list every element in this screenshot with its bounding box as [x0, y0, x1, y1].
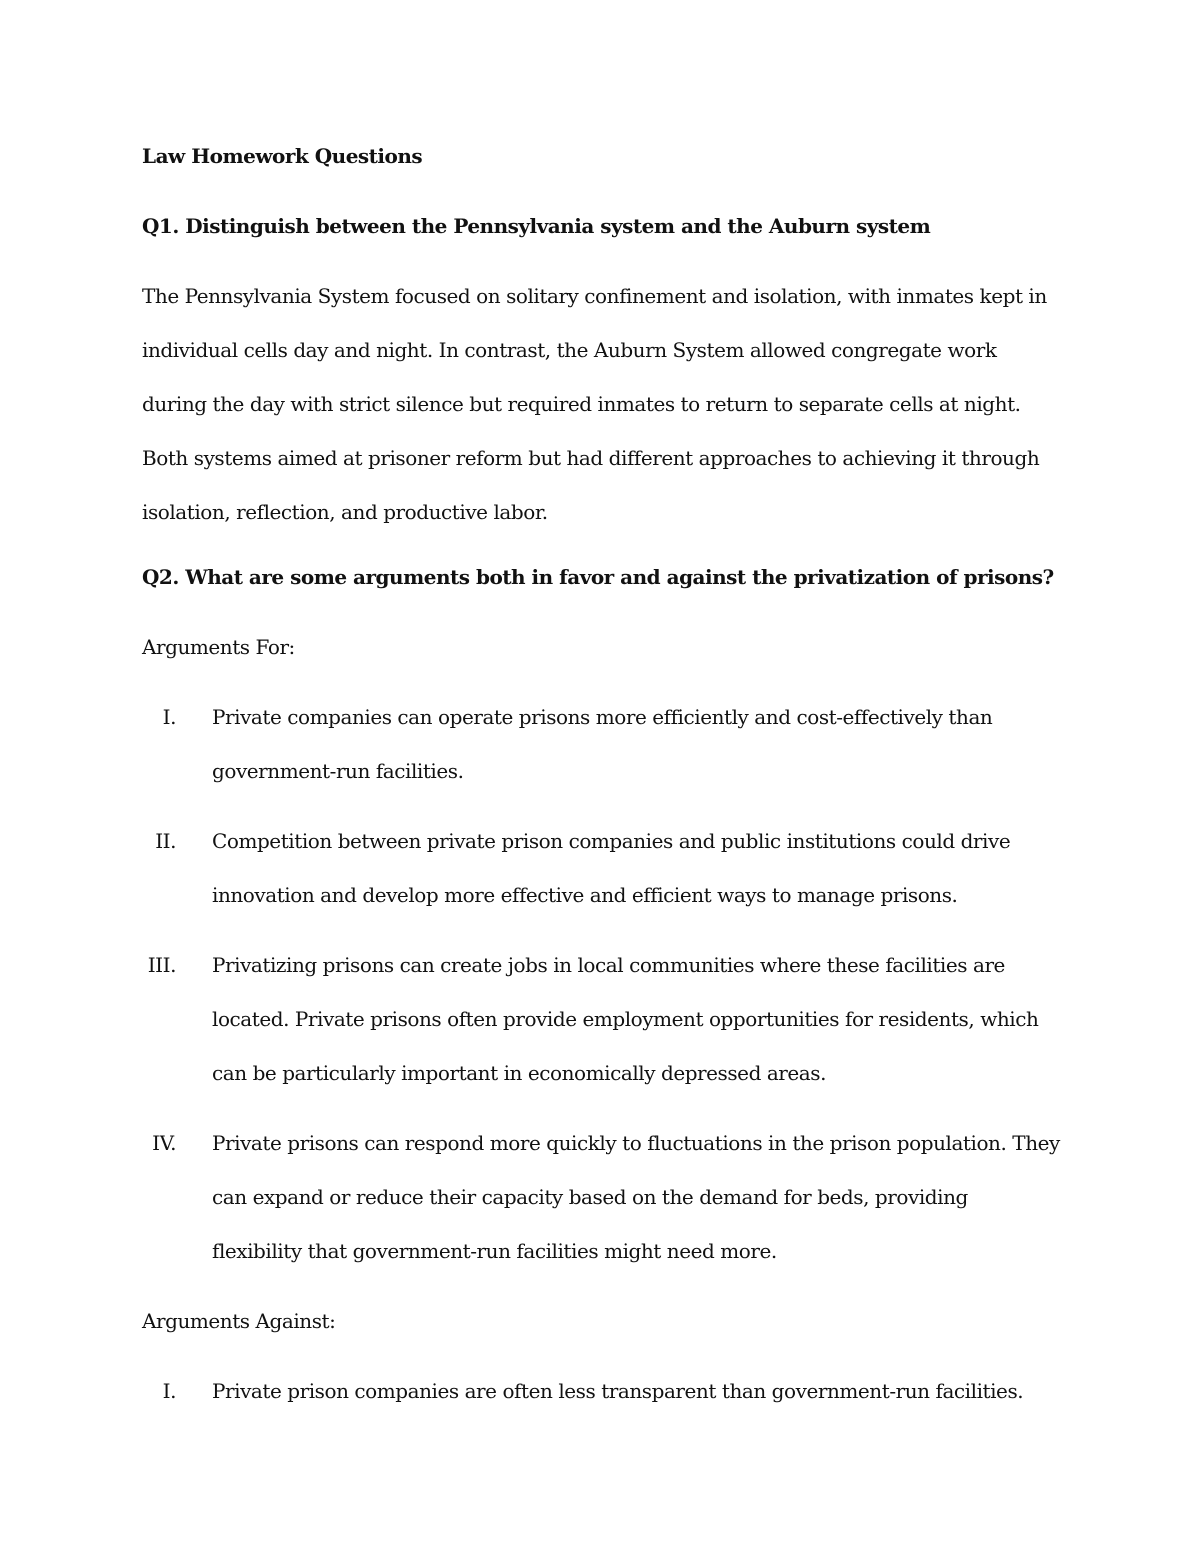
- list-item: [142, 814, 1062, 922]
- list-item: [142, 938, 1062, 1100]
- list-item-text: Competition between private prison companies and public institutions could drive innovation and develop more effective and efficient ways to manage prisons.: [212, 829, 1011, 907]
- list-item-text: Private prisons can respond more quickly to fluctuations in the prison population. They can expand or reduce their capacity based on the demand for beds, providing flexibility that government-run facilities might need more.: [212, 1131, 1060, 1263]
- arguments-against-list: [142, 1364, 1062, 1418]
- list-item-number: I.: [162, 705, 176, 729]
- list-item-number: II.: [155, 829, 176, 853]
- document-title: Law Homework Questions: [142, 144, 423, 168]
- list-item-text: Private companies can operate prisons more efficiently and cost-effectively than government-run facilities.: [212, 705, 993, 783]
- arguments-for-list: [142, 690, 1062, 1278]
- question-1-answer: The Pennsylvania System focused on solitary confinement and isolation, with inmates kept in individual cells day and night. In contrast, the Auburn System allowed congregate work during the day with strict silence but required inmates to return to separate cells at night. Both systems aimed at prisoner reform but had different approaches to achieving it through isolation, reflection, and productive labor.: [142, 284, 1047, 524]
- list-item: [142, 1364, 1062, 1418]
- document-body: [142, 138, 1062, 1418]
- question-2-heading: Q2. What are some arguments both in favor and against the privatization of prisons?: [142, 565, 1054, 589]
- arguments-against-label: Arguments Against:: [142, 1309, 336, 1333]
- list-item-text: Private prison companies are often less transparent than government-run facilities.: [212, 1379, 1024, 1403]
- list-item-number: III.: [147, 953, 176, 977]
- list-item-number: IV.: [152, 1131, 176, 1155]
- question-1-heading: Q1. Distinguish between the Pennsylvania system and the Auburn system: [142, 214, 931, 238]
- list-item: [142, 690, 1062, 798]
- list-item: [142, 1116, 1062, 1278]
- list-item-text: Privatizing prisons can create jobs in local communities where these facilities are located. Private prisons often provide employment opportunities for residents, which can be particularly important in economically depressed areas.: [212, 953, 1039, 1085]
- arguments-for-label: Arguments For:: [142, 635, 295, 659]
- list-item-number: I.: [162, 1379, 176, 1403]
